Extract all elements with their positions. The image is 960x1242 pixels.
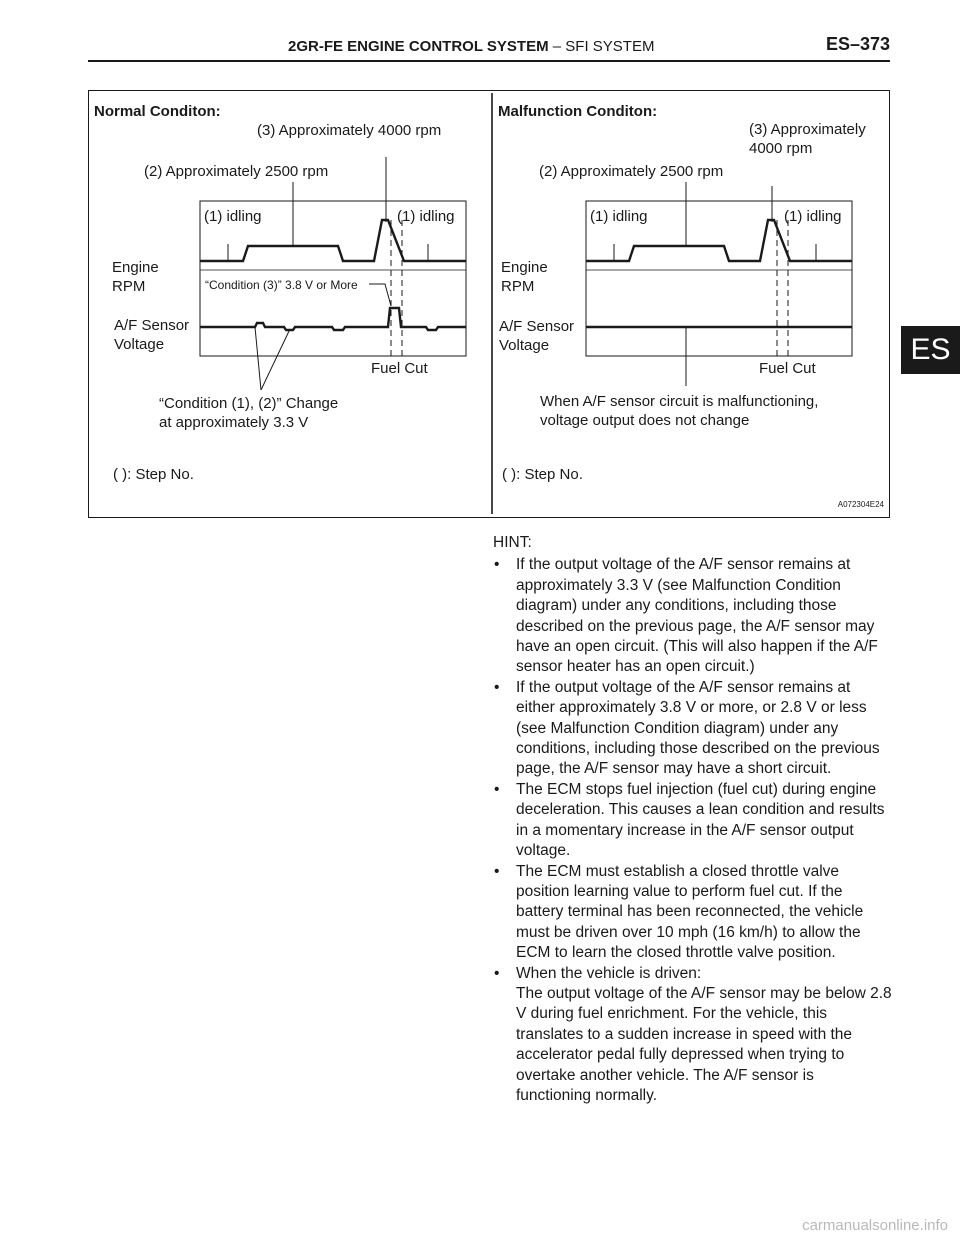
right-idle2-label: (1) idling — [784, 208, 842, 225]
hint-list — [493, 555, 893, 1106]
hint-item — [493, 964, 893, 1107]
section-title-bold: 2GR-FE ENGINE CONTROL SYSTEM — [288, 38, 549, 55]
hint-heading: HINT: — [493, 534, 532, 551]
left-step3-label: (3) Approximately 4000 rpm — [257, 122, 442, 139]
right-step3-label-1: (3) Approximately — [749, 121, 866, 138]
left-afs-label-2: Voltage — [114, 336, 165, 353]
left-fuelcut-label: Fuel Cut — [371, 360, 428, 377]
right-malf-label-2: voltage output does not change — [540, 412, 750, 429]
watermark: carmanualsonline.info — [802, 1217, 948, 1234]
right-malf-label-1: When A/F sensor circuit is malfunctioning, — [540, 393, 819, 410]
left-rpm-trace — [200, 220, 466, 261]
figure-code: A072304E24 — [837, 500, 884, 509]
right-fuelcut-label: Fuel Cut — [759, 360, 816, 377]
left-cond12-leader-b — [261, 329, 290, 390]
left-afs-trace — [200, 308, 466, 330]
right-afs-label-1: A/F Sensor — [499, 318, 575, 335]
left-condition3-label: “Condition (3)” 3.8 V or More — [205, 278, 358, 292]
left-cond12-label-1: “Condition (1), (2)” Change — [159, 395, 339, 412]
left-cond12-label-2: at approximately 3.3 V — [159, 414, 309, 431]
page-header — [88, 30, 890, 60]
left-condition3-leader — [369, 284, 391, 306]
right-step2-label: (2) Approximately 2500 rpm — [539, 163, 724, 180]
section-tab: ES — [901, 326, 960, 374]
right-rpm-trace — [586, 220, 852, 261]
diagram-figure — [88, 90, 890, 523]
hint-item: • The ECM must establish a closed throttle valve position learning value to perform fuel cut. If the battery terminal has been reconnected, the vehicle must be driven over 10 mph (16 km/h) to allow the ECM to learn the closed throttle valve position. — [493, 862, 893, 964]
malfunction-title: Malfunction Conditon: — [498, 103, 658, 120]
header-rule — [88, 60, 890, 62]
right-afs-label-2: Voltage — [499, 337, 550, 354]
right-step-note: ( ): Step No. — [502, 466, 583, 483]
normal-condition-panel — [94, 103, 466, 483]
hint-item: • If the output voltage of the A/F sensor remains at approximately 3.3 V (see Malfunction Condition diagram) under any conditions, including those described on the previous page, the A/F sensor may have an open circuit. (This will also happen if the A/F sensor heater has an open circuit.) — [493, 555, 893, 677]
hint-section — [493, 533, 893, 1106]
af-sensor-diagram — [88, 90, 890, 518]
right-engine-label: Engine — [501, 259, 548, 276]
section-title-rest: – SFI SYSTEM — [552, 38, 655, 55]
left-idle1-label: (1) idling — [204, 208, 262, 225]
normal-title: Normal Conditon: — [94, 103, 221, 120]
left-idle2-label: (1) idling — [397, 208, 455, 225]
left-step-note: ( ): Step No. — [113, 466, 194, 483]
left-cond12-leader-a — [255, 327, 261, 390]
hint-item-body: The output voltage of the A/F sensor may be below 2.8 V during fuel enrichment. For the vehicle, this translates to a sudden increase in speed with the accelerator pedal fully depressed when trying to overtake another vehicle. The A/F sensor is functioning normally. — [516, 984, 892, 1104]
right-idle1-label: (1) idling — [590, 208, 648, 225]
left-engine-label: Engine — [112, 259, 159, 276]
page-number: ES–373 — [825, 34, 890, 54]
section-title — [288, 38, 654, 55]
left-rpm-label: RPM — [112, 278, 146, 295]
hint-item-lead: • When the vehicle is driven: — [516, 964, 702, 982]
left-afs-label-1: A/F Sensor — [114, 317, 190, 334]
right-step3-label-2: 4000 rpm — [749, 140, 813, 157]
malfunction-condition-panel — [498, 103, 866, 483]
left-step2-label: (2) Approximately 2500 rpm — [144, 163, 329, 180]
right-rpm-label: RPM — [501, 278, 535, 295]
hint-item: • The ECM stops fuel injection (fuel cut) during engine deceleration. This causes a lean condition and results in a momentary increase in the A/F sensor output voltage. — [493, 780, 893, 862]
hint-item: • If the output voltage of the A/F sensor remains at either approximately 3.8 V or more, or 2.8 V or less (see Malfunction Condition diagram) under any conditions, including those described on the previous page, the A/F sensor may have a short circuit. — [493, 678, 893, 780]
